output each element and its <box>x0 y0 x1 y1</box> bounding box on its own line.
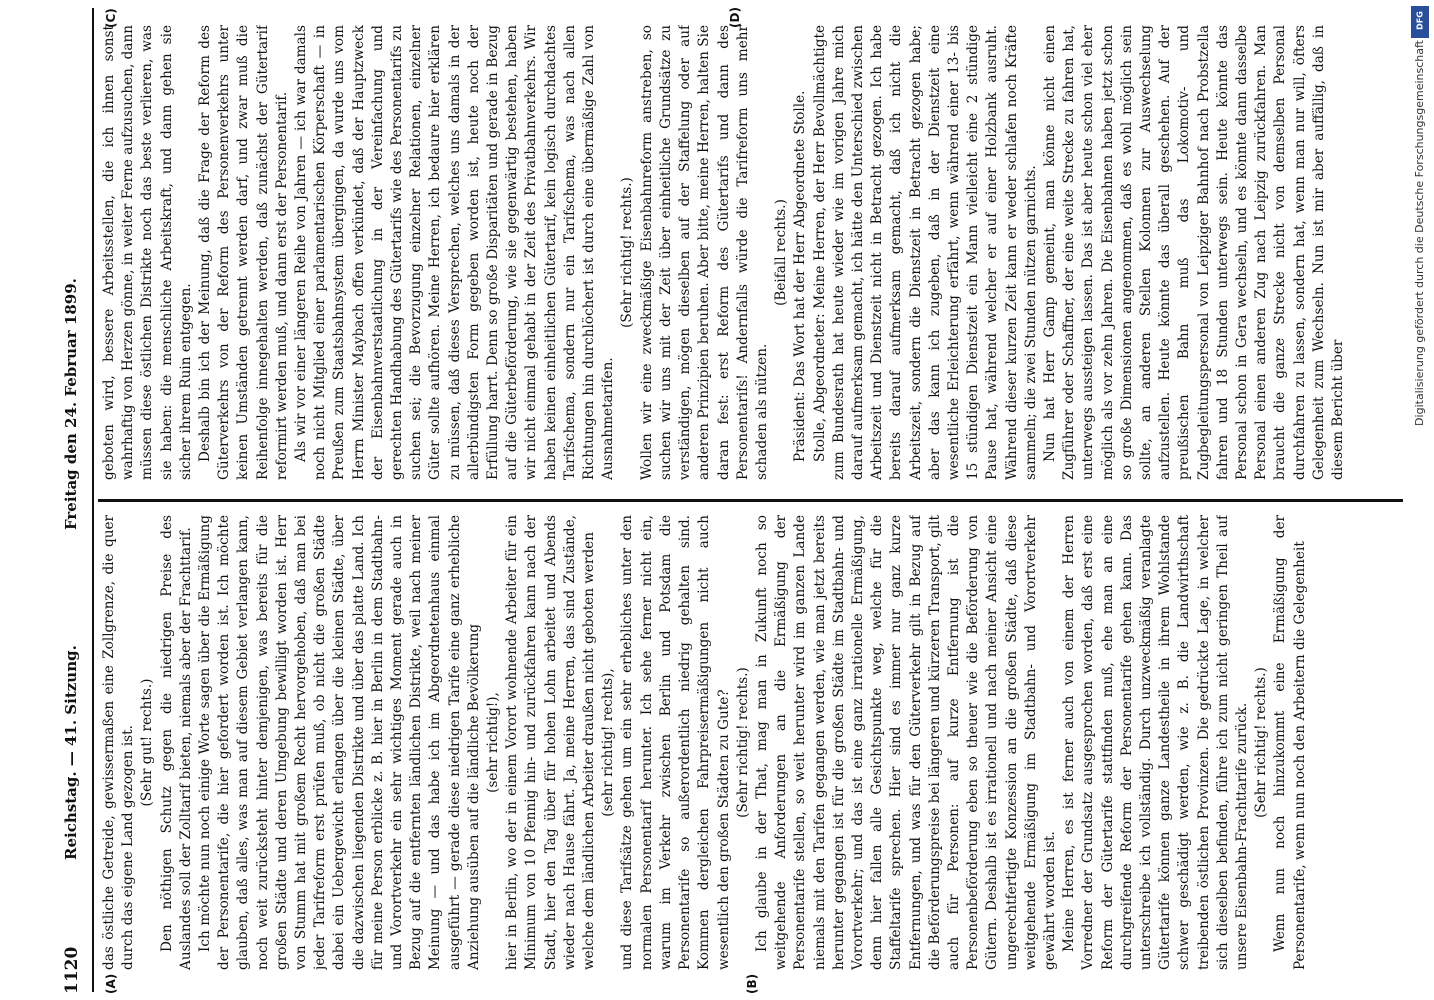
paragraph: (sehr richtig!), <box>485 692 502 793</box>
paragraph: (Sehr richtig! rechts.) <box>619 177 636 328</box>
paragraph: und diese Tarifsätze gehen um ein sehr erhebliches unter den normalen Personentarif herunter. Ich sehe ferner nicht ein, warum im Verkehr zwischen Berlin und Potsdam die Personentarife so außerordentlich niedrig gehalten sind. Kommen dergleichen Fahrpreisermäßigungen nicht auch wesentlich den großen Städten zu Gute? <box>619 515 732 970</box>
page-header <box>52 0 82 1000</box>
paragraph: (sehr richtig! rechts), <box>600 668 617 817</box>
page-number: 1120 <box>62 946 82 994</box>
paragraph: Präsident: Das Wort hat der Herr Abgeordnete Stolle. <box>792 90 809 462</box>
paragraph: Als wir vor einer längeren Reihe von Jahren — ich war damals noch nicht Mitglied einer parlamentarischen Körperschaft — in Preußen zum Staatsbahnsystem übergingen, da wurde uns vom Herrn Minister Maybach offen verkündet, daß der Hauptzweck der Eisenbahnverstaatlichung in der Vereinfachung und gerechten Handhabung des Gütertarifs wie des Personentarifs zu suchen sei; die Bevorzugung einzelner Relationen, einzelner Güter sollte aufhören. Meine Herren, ich bedaure hier erklären zu müssen, daß dieses Versprechen, welches uns damals in der allerbündigsten Form gegeben worden ist, heute noch der Erfüllung harrt. Denn so große Disparitäten und gerade in Bezug auf die Güterbeförderung, wie sie gegenwärtig bestehen, haben wir nicht einmal gehabt in der Zeit des Privatbahnverkehrs. Wir haben keinen einheitlichen Gütertarif, kein logisch durchdachtes Tarifschema, sondern nur ein Tarifschema, was nach allen Richtungen hin durchlöchert ist durch eine übermäßige Zahl von Ausnahmetarifen. <box>293 25 617 480</box>
paragraph: geboten wird, bessere Arbeitsstellen, die ich ihnen sonst wahrhaftig von Herzen gönne, in weiter Ferne aufzusuchen, dann müssen diese östlichen Distrikte noch das beste verlieren, was sie haben: die menschliche Arbeitskraft, und dann gehen sie sicher ihrem Ruin entgegen. <box>101 25 194 480</box>
dfg-logo <box>1411 6 1429 38</box>
paragraph: (Sehr richtig! rechts.) <box>734 667 751 818</box>
paragraph: Deshalb bin ich der Meinung, daß die Frage der Reform des Güterverkehrs von der Reform des Personenverkehrs unter keinen Umständen getrennt werden darf, und zwar muß die Reihenfolge innegehalten werden, daß zunächst der Gütertarif reformirt werden muß, und dann erst der Personentarif. <box>197 25 290 480</box>
right-text-column <box>100 25 1400 480</box>
paragraph: Ich möchte nun noch einige Worte sagen über die Ermäßigung der Personentarife, die hier gefordert worden ist. Ich möchte glauben, daß alles, was man auf diesem Gebiet verlangen kann, noch weit zurücksteht hinter demjenigen, was bereits für die großen Städte und deren Umgebung bewilligt worden ist. Herr von Stumm hat mit großem Recht hervorgehoben, daß man bei jeder Tarifreform erst prüfen muß, ob nicht die großen Städte dabei ein Uebergewicht erlangen über die kleinen Städte, über die dazwischen liegenden Distrikte und über das platte Land. Ich für meine Person erblicke z. B. hier in Berlin in dem Stadtbahn- und Vorortverkehr ein sehr wichtiges Moment gerade auch in Bezug auf die entfernten ländlichen Distrikte, weil nach meiner Meinung — und das habe ich im Abgeordnetenhaus einmal ausgeführt — gerade diese niedrigen Tarife eine ganz erhebliche Anziehung ausüben auf die ländliche Bevölkerung <box>197 515 482 970</box>
paragraph: (Sehr gut! rechts.) <box>139 678 156 807</box>
paragraph: das östliche Getreide, gewissermaßen eine Zollgrenze, die quer durch das eigene Land gezogen ist. <box>101 515 137 970</box>
session-title: Reichstag. — 41. Sitzung. <box>62 645 80 860</box>
paragraph: Ich glaube in der That, mag man in Zukunft noch so weitgehende Anforderungen an die Ermäßigung der Personentarife stellen, so weit herunter wird im ganzen Lande niemals mit den Tarifen gegangen werden, wie man jetzt bereits herunter gegangen ist für die großen Städte im Stadtbahn- und Vorortverkehr; und das ist eine ganz irrationelle Ermäßigung, denn hier fallen alle Gesichtspunkte weg, welche für die Staffeltarife sprechen. Hier sind es immer nur ganz kurze Entfernungen, und was für den Güterverkehr gilt in Bezug auf die Beförderungspreise bei längeren und kürzeren Transport, gilt auch für Personen: auf kurze Entfernung ist die Personenbeförderung eben so theuer wie die Beförderung von Gütern. Deshalb ist es irrationell und nach meiner Ansicht eine ungerechtfertigte Konzession an die großen Städte, daß diese weitgehende Ermäßigung im Stadtbahn- und Vorortverkehr gewährt worden ist. <box>753 515 1058 970</box>
paragraph: (Sehr richtig! rechts.) <box>1253 667 1270 818</box>
left-text-column <box>100 515 1400 970</box>
column-divider <box>98 499 1403 502</box>
margin-marker-d: (D) <box>728 7 742 28</box>
paragraph: Wollen wir eine zweckmäßige Eisenbahnreform anstreben, so suchen wir uns mit der Zeit über einheitliche Grundsätze zu verständigen, mögen dieselben auf der Staffelung oder auf anderen Prinzipien beruhen. Aber bitte, meine Herren, halten Sie daran fest: erst Reform des Gütertarifs und dann des Personentarifs! Andernfalls würde die Tarifreform uns mehr schaden als nützen. <box>638 25 770 480</box>
paragraph: (Beifall rechts.) <box>773 199 790 306</box>
paragraph: Wenn nun noch hinzukommt eine Ermäßigung der Personentarife, wenn nun noch den Arbeitern die Gelegenheit <box>1272 515 1308 970</box>
credit-text: Digitalisierung gefördert durch die Deutsche Forschungsgemeinschaft <box>1413 40 1426 426</box>
margin-marker-a: (A) <box>104 973 118 994</box>
paragraph: Den nöthigen Schutz gegen die niedrigen Preise des Auslandes soll der Zolltarif bieten, niemals aber der Frachttarif. <box>158 515 194 970</box>
paragraph: Meine Herren, es ist ferner auch von einem der Herren Vorredner der Grundsatz ausgesprochen worden, daß erst eine Reform der Gütertarife stattfinden muß, ehe man an eine durchgreifende Reform der Personentarife gehen kann. Das unterschreibe ich vollständig. Durch unzweckmäßig veranlagte Gütertarife können ganze Landestheile in ihrem Wohlstande schwer geschädigt werden, wie z. B. die Landwirthschaft treibenden östlichen Provinzen. Die gedrückte Lage, in welcher sich dieselben befinden, führe ich zum nicht geringen Theil auf unsere Eisenbahn-Frachttarife zurück. <box>1061 515 1250 970</box>
dfg-logo-text: DFG <box>1415 11 1425 30</box>
paragraph: hier in Berlin, wo der in einem Vorort wohnende Arbeiter für ein Minimum von 10 Pfennig hin- und zurückfahren kann nach der Stadt, hier den Tag über für hohen Lohn arbeitet und Abends wieder nach Hause fährt. Ja, meine Herren, das sind Zustände, welche dem ländlichen Arbeiter draußen nicht geboten werden <box>504 515 598 970</box>
margin-marker-b: (B) <box>745 973 759 994</box>
digitization-credit <box>1408 0 1432 1000</box>
paragraph: Stolle, Abgeordneter: Meine Herren, der Herr Bevollmächtigte zum Bundesrath hat heute wieder wie im vorigen Jahre mich darauf aufmerksam gemacht, ich hätte den Unterschied zwischen Arbeitszeit und Dienstzeit nicht in Betracht gezogen. Ich habe bereits darauf aufmerksam gemacht, daß ich nicht die Arbeitszeit, sondern die Dienstzeit in Betracht gezogen habe; aber das kann ich zugeben, daß in der Dienstzeit eine wesentliche Erleichterung erfährt, wenn während einer 13- bis 15 stündigen Dienstzeit ein Mann vielleicht eine 2 stündige Pause hat, während welcher er auf einer Holzbank ausruht. Während dieser kurzen Zeit kann er weder schlafen noch Kräfte sammeln; die zwei Stunden nützen garnichts. <box>811 25 1039 480</box>
margin-marker-c: (C) <box>104 8 118 28</box>
date-title: Freitag den 24. Februar 1899. <box>62 278 80 530</box>
header-rule <box>92 8 94 992</box>
paragraph: Nun hat Herr Gamp gemeint, man könne nicht einen Zugführer oder Schaffner, der eine weite Strecke zu fahren hat, unterwegs aussteigen lassen. Das ist aber heute schon viel eher möglich als vor zehn Jahren. Die Eisenbahnen haben jetzt schon so große Dimensionen angenommen, daß es wohl möglich sein sollte, an anderen Stellen Kolonnen zur Auswechselung aufzustellen. Heute könnte das überall geschehen. Auf der preußischen Bahn muß das Lokomotiv- und Zugbegleitungspersonal von Leipziger Bahnhof nach Probstzella fahren und 18 Stunden unterwegs sein. Heute könnte das Personal schon in Gera wechseln, und es könnte dann dasselbe Personal einen anderen Zug nach Leipzig zurückfahren. Man braucht die ganze Strecke nicht von demselben Personal durchfahren zu lassen, sondern hat, wenn man nur will, öfters Gelegenheit zum Wechseln. Nun ist mir aber auffällig, daß in diesem Bericht über <box>1041 25 1346 480</box>
